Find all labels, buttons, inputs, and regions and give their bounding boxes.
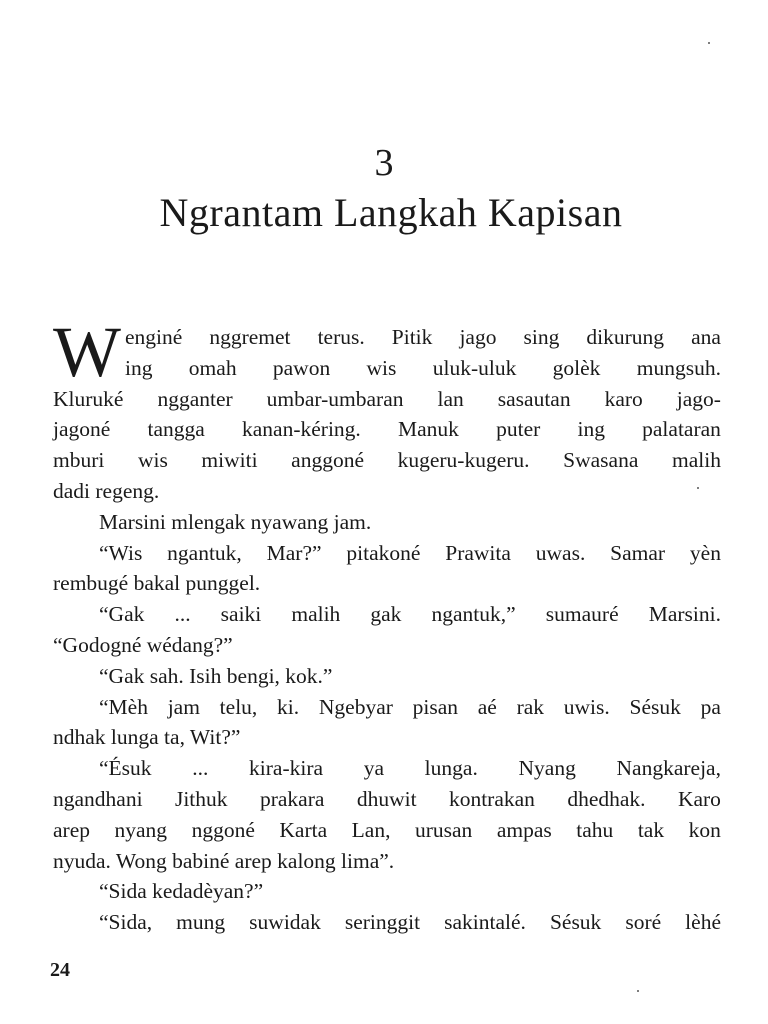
- text-line: ndhak lunga ta, Wit?”: [53, 725, 241, 750]
- text-line: “Gak ... saiki malih gak ngantuk,” sumauré Marsini.: [99, 602, 721, 627]
- text-line: arep nyang nggoné Karta Lan, urusan ampas tahu tak kon: [53, 817, 721, 842]
- text-line: jagoné tangga kanan-kéring. Manuk puter ing palataran: [53, 417, 721, 442]
- text-line: “Sida, mung suwidak seringgit sakintalé. Sésuk soré lèhé: [99, 910, 721, 935]
- text-line: “Godogné wédang?”: [53, 632, 233, 657]
- text-line: “Ésuk ... kira-kira ya lunga. Nyang Nangkareja,: [99, 756, 721, 781]
- text-line: mburi wis miwiti anggoné kugeru-kugeru. Swasana malih: [53, 448, 721, 473]
- scan-speck: [708, 42, 710, 44]
- chapter-title: Ngrantam Langkah Kapisan: [159, 190, 623, 235]
- text-line: Marsini mlengak nyawang jam.: [99, 509, 372, 534]
- chapter-number: 3: [374, 142, 394, 184]
- text-line: “Gak sah. Isih bengi, kok.”: [99, 663, 333, 688]
- body-text: [53, 322, 721, 938]
- text-line: “Sida kedadèyan?”: [99, 879, 264, 904]
- text-line: enginé nggremet terus. Pitik jago sing dikurung ana: [125, 325, 721, 349]
- text-line: “Mèh jam telu, ki. Ngebyar pisan aé rak uwis. Sésuk pa: [99, 694, 721, 719]
- text-line: nyuda. Wong babiné arep kalong lima”.: [53, 848, 395, 873]
- page-number: 24: [50, 959, 70, 981]
- text-line: dadi regeng.: [53, 478, 160, 503]
- drop-cap: W: [53, 312, 121, 392]
- text-line: Kluruké ngganter umbar-umbaran lan sasautan karo jago-: [53, 386, 721, 411]
- text-line: rembugé bakal punggel.: [53, 571, 261, 596]
- text-line: “Wis ngantuk, Mar?” pitakoné Prawita uwas. Samar yèn: [99, 540, 721, 565]
- text-line: ing omah pawon wis uluk-uluk golèk mungsuh.: [125, 355, 721, 380]
- scan-speck: [697, 487, 699, 489]
- text-line: ngandhani Jithuk prakara dhuwit kontrakan dhedhak. Karo: [53, 786, 721, 811]
- scan-speck: [637, 990, 639, 992]
